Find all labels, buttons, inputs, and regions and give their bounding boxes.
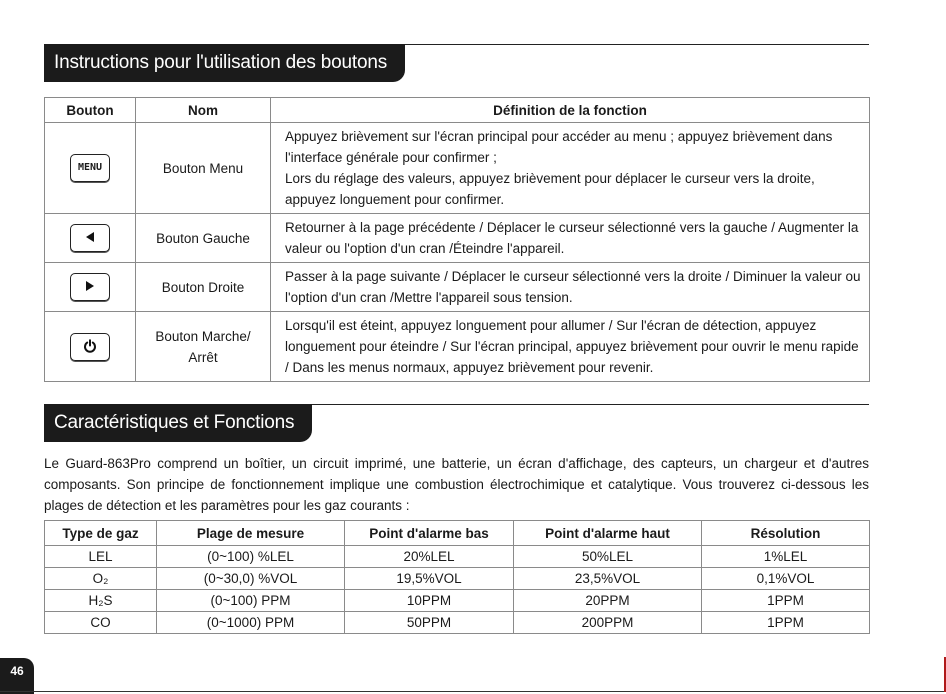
table-row (45, 568, 870, 590)
gas-table (44, 520, 870, 634)
button-cell (45, 312, 136, 382)
table-cell: 19,5%VOL (345, 568, 514, 590)
table-row (45, 214, 870, 263)
section-title: Caractéristiques et Fonctions (44, 404, 312, 442)
table-cell: (0~100) PPM (157, 590, 345, 612)
table-cell: CO (45, 612, 157, 634)
column-header: Bouton (45, 98, 136, 123)
button-cell (45, 123, 136, 214)
button-definition: Retourner à la page précédente / Déplacer le curseur sélectionné vers la gauche / Augmenter la valeur ou l'option d'un cran /Éteindre l'appareil. (271, 214, 870, 263)
section-title: Instructions pour l'utilisation des boutons (44, 44, 405, 82)
button-name (136, 312, 271, 382)
table-cell: LEL (45, 546, 157, 568)
table-header-row (45, 98, 870, 123)
table-cell: 20%LEL (345, 546, 514, 568)
right-arrow-icon (70, 273, 110, 301)
table-cell: 1%LEL (702, 546, 870, 568)
button-name: Bouton Gauche (136, 214, 271, 263)
table-cell: 10PPM (345, 590, 514, 612)
table-row (45, 546, 870, 568)
table-cell: H₂S (45, 590, 157, 612)
footer-rule (0, 691, 946, 692)
button-definition: Passer à la page suivante / Déplacer le curseur sélectionné vers la droite / Diminuer la valeur ou l'option d'un cran /Mettre l'appareil sous tension. (271, 263, 870, 312)
name-line: Arrêt (188, 349, 218, 365)
page-number: 46 (0, 658, 34, 694)
column-header: Résolution (702, 521, 870, 546)
table-row (45, 312, 870, 382)
column-header: Point d'alarme bas (345, 521, 514, 546)
button-name: Bouton Droite (136, 263, 271, 312)
name-line: Bouton Marche/ (155, 328, 251, 344)
table-cell: (0~1000) PPM (157, 612, 345, 634)
column-header: Définition de la fonction (271, 98, 870, 123)
power-icon (70, 333, 110, 361)
column-header: Point d'alarme haut (514, 521, 702, 546)
column-header: Nom (136, 98, 271, 123)
column-header: Plage de mesure (157, 521, 345, 546)
section-header-features (44, 404, 869, 442)
buttons-table (44, 97, 870, 382)
table-cell: 0,1%VOL (702, 568, 870, 590)
table-cell: (0~100) %LEL (157, 546, 345, 568)
button-definition (271, 123, 870, 214)
definition-line: Appuyez brièvement sur l'écran principal pour accéder au menu ; appuyez brièvement dans l'interface générale pour confirmer ; (285, 129, 833, 165)
menu-key-icon: MENU (70, 154, 110, 182)
table-cell: (0~30,0) %VOL (157, 568, 345, 590)
table-row (45, 123, 870, 214)
table-row (45, 263, 870, 312)
table-row (45, 590, 870, 612)
description-paragraph: Le Guard-863Pro comprend un boîtier, un circuit imprimé, une batterie, un écran d'affichage, des capteurs, un chargeur et d'autres composants. Son principe de fonctionnement implique une combustion électrochimique et catalytique. Vous trouverez ci-dessous les plages de détection et les paramètres pour les gaz courants : (44, 456, 869, 513)
table-cell: O₂ (45, 568, 157, 590)
table-cell: 50PPM (345, 612, 514, 634)
definition-line: Lors du réglage des valeurs, appuyez brièvement pour déplacer le curseur vers la droite, appuyez longuement pour confirmer. (285, 171, 815, 207)
table-cell: 1PPM (702, 612, 870, 634)
button-definition: Lorsqu'il est éteint, appuyez longuement pour allumer / Sur l'écran de détection, appuyez longuement pour éteindre / Sur l'écran principal, appuyez brièvement pour ouvrir le menu rapide / Dans les menus normaux, appuyez brièvement pour revenir. (271, 312, 870, 382)
table-cell: 200PPM (514, 612, 702, 634)
table-header-row (45, 521, 870, 546)
column-header: Type de gaz (45, 521, 157, 546)
section-header-buttons (44, 44, 869, 82)
button-cell (45, 214, 136, 263)
table-cell: 50%LEL (514, 546, 702, 568)
table-cell: 23,5%VOL (514, 568, 702, 590)
table-row (45, 612, 870, 634)
table-cell: 1PPM (702, 590, 870, 612)
left-arrow-icon (70, 224, 110, 252)
button-cell (45, 263, 136, 312)
button-name: Bouton Menu (136, 123, 271, 214)
table-cell: 20PPM (514, 590, 702, 612)
